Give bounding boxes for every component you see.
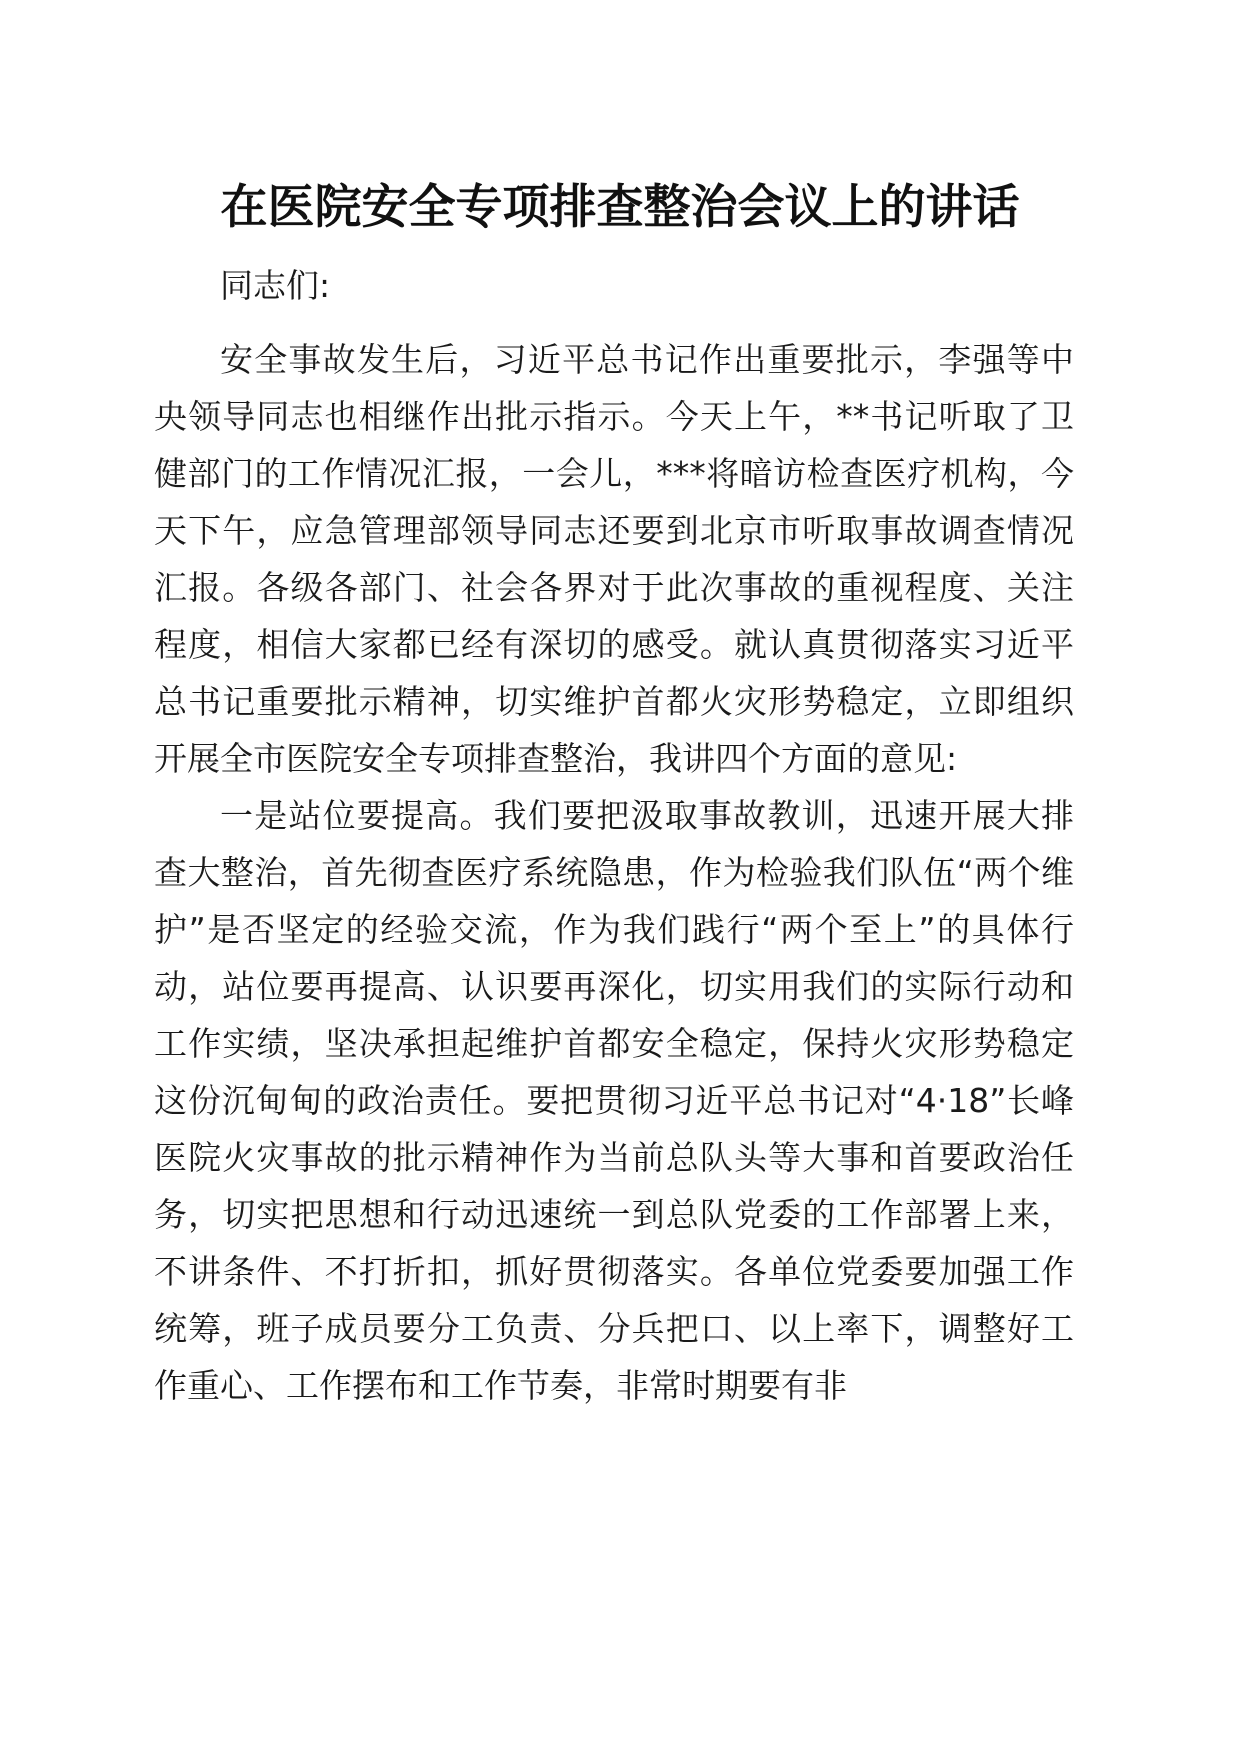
document-body [154, 257, 1074, 1414]
document-title: 在医院安全专项排查整治会议上的讲话 [220, 180, 1020, 235]
paragraph-intro: 安全事故发生后，习近平总书记作出重要批示，李强等中央领导同志也相继作出批示指示。今天上午，**书记听取了卫健部门的工作情况汇报，一会儿，***将暗访检查医疗机构，今天下午，应急管理部领导同志还要到北京市听取事故调查情况汇报。各级各部门、社会各界对于此次事故的重视程度、关注程度，相信大家都已经有深切的感受。就认真贯彻落实习近平总书记重要批示精神，切实维护首都火灾形势稳定，立即组织开展全市医院安全专项排查整治，我讲四个方面的意见: [154, 340, 1074, 778]
paragraph-point-one: 一是站位要提高。我们要把汲取事故教训，迅速开展大排查大整治，首先彻查医疗系统隐患，作为检验我们队伍“两个维护”是否坚定的经验交流，作为我们践行“两个至上”的具体行动，站位要再提高、认识要再深化，切实用我们的实际行动和工作实绩，坚决承担起维护首都安全稳定，保持火灾形势稳定这份沉甸甸的政治责任。要把贯彻习近平总书记对“4·18”长峰医院火灾事故的批示精神作为当前总队头等大事和首要政治任务，切实把思想和行动迅速统一到总队党委的工作部署上来，不讲条件、不打折扣，抓好贯彻落实。各单位党委要加强工作统筹，班子成员要分工负责、分兵把口、以上率下，调整好工作重心、工作摆布和工作节奏，非常时期要有非 [154, 796, 1074, 1405]
salutation: 同志们: [220, 266, 331, 305]
